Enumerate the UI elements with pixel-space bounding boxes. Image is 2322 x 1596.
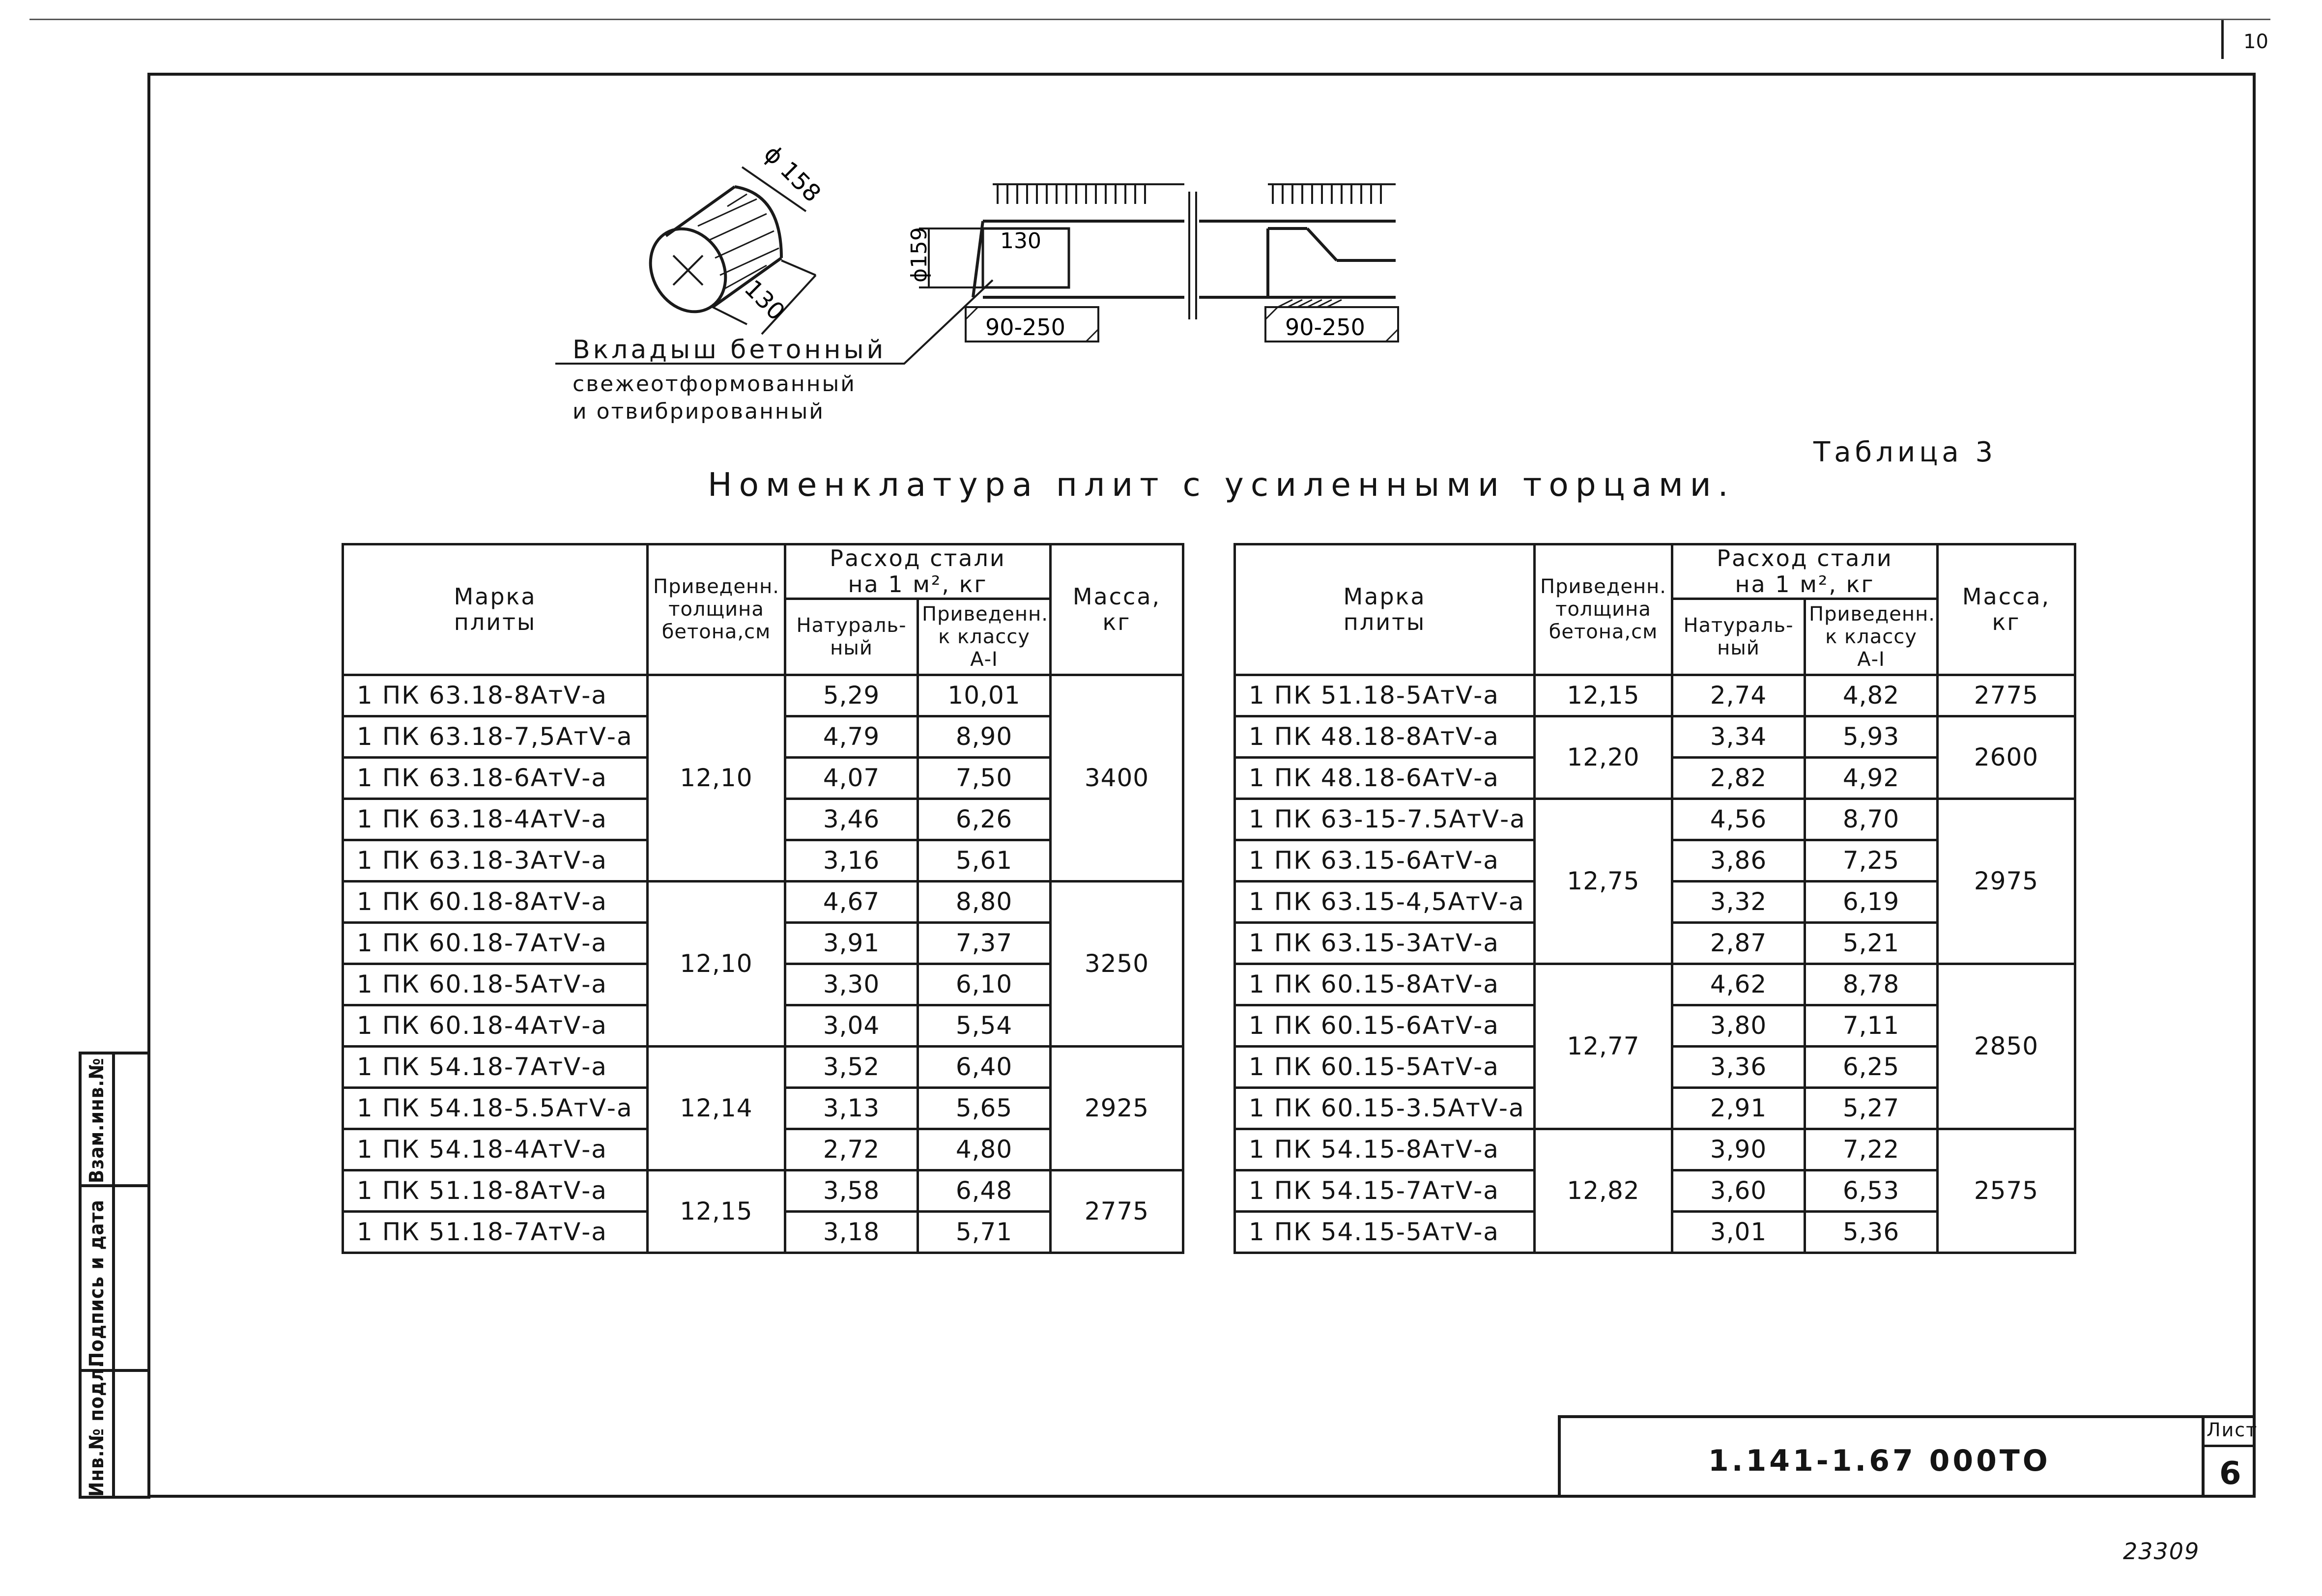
- steel-reduced: 6,26: [918, 798, 1051, 840]
- table-row-mark: 1 ПК 60.15-5АтⅤ-а: [1235, 1046, 1535, 1087]
- steel-reduced: 5,21: [1805, 922, 1938, 964]
- steel-reduced: 8,90: [918, 716, 1051, 757]
- corner-page-number: 10: [2243, 30, 2268, 53]
- header-steel: Расход стали на 1 м², кг: [785, 544, 1051, 599]
- sheet-divider: [2205, 1445, 2256, 1447]
- steel-reduced: 4,82: [1805, 675, 1938, 716]
- steel-natural: 3,13: [785, 1087, 918, 1129]
- steel-natural: 3,46: [785, 798, 918, 840]
- steel-reduced: 4,80: [918, 1129, 1051, 1170]
- steel-natural: 3,34: [1672, 716, 1805, 757]
- steel-reduced: 5,36: [1805, 1211, 1938, 1253]
- steel-reduced: 5,93: [1805, 716, 1938, 757]
- steel-reduced: 8,70: [1805, 798, 1938, 840]
- steel-reduced: 6,53: [1805, 1170, 1938, 1211]
- top-edge-line: [29, 19, 2270, 20]
- page-title: Номенклатура плит с усиленными торцами.: [708, 466, 1735, 504]
- header-thickness: Приведенн. толщина бетона,см: [648, 544, 785, 675]
- table-row-mark: 1 ПК 54.15-5АтⅤ-а: [1235, 1211, 1535, 1253]
- table-row-mark: 1 ПК 54.18-4АтⅤ-а: [343, 1129, 648, 1170]
- corner-divider: [2221, 20, 2224, 59]
- insert-diameter-label: ϕ 158: [758, 140, 827, 208]
- group-thickness: 12,15: [648, 1170, 785, 1253]
- steel-natural: 3,32: [1672, 881, 1805, 922]
- group-mass: 2575: [1938, 1129, 2075, 1253]
- steel-reduced: 5,61: [918, 840, 1051, 881]
- sheet-number: 6: [2219, 1455, 2241, 1492]
- table-row-mark: 1 ПК 63.18-7,5АтⅤ-а: [343, 716, 648, 757]
- table-row-mark: 1 ПК 60.15-3.5АтⅤ-а: [1235, 1087, 1535, 1129]
- side-signature-date: Подпись и дата: [86, 1199, 108, 1367]
- right-nomenclature-table: [1233, 543, 2076, 1254]
- sheet-box: [2202, 1418, 2256, 1498]
- header-mass: Масса, кг: [1051, 544, 1183, 675]
- steel-natural: 4,07: [785, 757, 918, 798]
- group-thickness: 12,10: [648, 675, 785, 881]
- steel-reduced: 5,71: [918, 1211, 1051, 1253]
- side-inv-original: Инв.№ подл.: [86, 1361, 108, 1497]
- table-row-mark: 1 ПК 63.15-6АтⅤ-а: [1235, 840, 1535, 881]
- table-number: Таблица 3: [1813, 436, 1997, 468]
- sheet-label: Лист: [2207, 1419, 2258, 1441]
- group-mass: 3250: [1051, 881, 1183, 1046]
- group-thickness: 12,15: [1535, 675, 1672, 716]
- steel-natural: 2,87: [1672, 922, 1805, 964]
- steel-natural: 3,80: [1672, 1005, 1805, 1046]
- support-right-label: 90-250: [1285, 314, 1365, 341]
- table-row-mark: 1 ПК 54.15-7АтⅤ-а: [1235, 1170, 1535, 1211]
- group-mass: 2850: [1938, 964, 2075, 1129]
- steel-natural: 3,16: [785, 840, 918, 881]
- group-mass: 2975: [1938, 798, 2075, 964]
- insert-caption: Вкладыш бетонный: [573, 335, 887, 365]
- group-mass: 2775: [1051, 1170, 1183, 1253]
- steel-natural: 3,01: [1672, 1211, 1805, 1253]
- header-reduced: Приведенн. к классу А-I: [1805, 598, 1938, 675]
- header-mark: Марка плиты: [1235, 544, 1535, 675]
- header-thickness: Приведенн. толщина бетона,см: [1535, 544, 1672, 675]
- table-row-mark: 1 ПК 63.18-8АтⅤ-а: [343, 675, 648, 716]
- steel-natural: 3,18: [785, 1211, 918, 1253]
- left-nomenclature-table: [342, 543, 1184, 1254]
- group-mass: 3400: [1051, 675, 1183, 881]
- group-thickness: 12,10: [648, 881, 785, 1046]
- steel-natural: 4,62: [1672, 964, 1805, 1005]
- table-row-mark: 1 ПК 48.18-8АтⅤ-а: [1235, 716, 1535, 757]
- table-row-mark: 1 ПК 60.18-8АтⅤ-а: [343, 881, 648, 922]
- steel-reduced: 5,65: [918, 1087, 1051, 1129]
- header-mark: Марка плиты: [343, 544, 648, 675]
- steel-natural: 4,67: [785, 881, 918, 922]
- section-diameter-label: ϕ159: [907, 227, 932, 283]
- steel-natural: 3,04: [785, 1005, 918, 1046]
- table-row-mark: 1 ПК 63.18-3АтⅤ-а: [343, 840, 648, 881]
- steel-reduced: 7,22: [1805, 1129, 1938, 1170]
- side-approval-strip: [79, 1052, 150, 1499]
- insert-caption-3: и отвибрированный: [573, 399, 825, 424]
- steel-reduced: 7,37: [918, 922, 1051, 964]
- header-mass: Масса, кг: [1938, 544, 2075, 675]
- steel-reduced: 6,48: [918, 1170, 1051, 1211]
- header-steel: Расход стали на 1 м², кг: [1672, 544, 1938, 599]
- group-mass: 2925: [1051, 1046, 1183, 1170]
- steel-natural: 3,60: [1672, 1170, 1805, 1211]
- table-row-mark: 1 ПК 63.15-3АтⅤ-а: [1235, 922, 1535, 964]
- steel-reduced: 8,80: [918, 881, 1051, 922]
- table-row-mark: 1 ПК 60.15-8АтⅤ-а: [1235, 964, 1535, 1005]
- table-row-mark: 1 ПК 51.18-8АтⅤ-а: [343, 1170, 648, 1211]
- group-thickness: 12,20: [1535, 716, 1672, 798]
- table-row-mark: 1 ПК 54.18-5.5АтⅤ-а: [343, 1087, 648, 1129]
- steel-reduced: 6,19: [1805, 881, 1938, 922]
- steel-natural: 3,91: [785, 922, 918, 964]
- steel-natural: 2,91: [1672, 1087, 1805, 1129]
- side-inv-replacement: Взам.инв.№: [86, 1057, 108, 1183]
- table-row-mark: 1 ПК 60.18-5АтⅤ-а: [343, 964, 648, 1005]
- steel-reduced: 7,50: [918, 757, 1051, 798]
- section-inner-label: 130: [1000, 228, 1041, 254]
- group-thickness: 12,14: [648, 1046, 785, 1170]
- group-mass: 2600: [1938, 716, 2075, 798]
- title-block-stamp: [1558, 1415, 2256, 1498]
- steel-reduced: 6,25: [1805, 1046, 1938, 1087]
- steel-natural: 5,29: [785, 675, 918, 716]
- insert-caption-2: свежеотформованный: [573, 371, 856, 397]
- support-left-label: 90-250: [985, 314, 1065, 341]
- steel-natural: 3,36: [1672, 1046, 1805, 1087]
- group-thickness: 12,82: [1535, 1129, 1672, 1253]
- steel-natural: 2,82: [1672, 757, 1805, 798]
- insert-length-label: 130: [739, 274, 790, 326]
- steel-reduced: 6,10: [918, 964, 1051, 1005]
- table-row-mark: 1 ПК 60.18-4АтⅤ-а: [343, 1005, 648, 1046]
- steel-natural: 3,52: [785, 1046, 918, 1087]
- steel-reduced: 7,25: [1805, 840, 1938, 881]
- table-row-mark: 1 ПК 63.15-4,5АтⅤ-а: [1235, 881, 1535, 922]
- steel-reduced: 10,01: [918, 675, 1051, 716]
- table-row-mark: 1 ПК 63.18-6АтⅤ-а: [343, 757, 648, 798]
- table-row-mark: 1 ПК 48.18-6АтⅤ-а: [1235, 757, 1535, 798]
- steel-natural: 2,72: [785, 1129, 918, 1170]
- header-natural: Натураль- ный: [785, 598, 918, 675]
- group-mass: 2775: [1938, 675, 2075, 716]
- document-code: 1.141-1.67 000ТО: [1708, 1444, 2051, 1478]
- steel-reduced: 4,92: [1805, 757, 1938, 798]
- steel-natural: 2,74: [1672, 675, 1805, 716]
- table-row-mark: 1 ПК 54.15-8АтⅤ-а: [1235, 1129, 1535, 1170]
- table-row-mark: 1 ПК 54.18-7АтⅤ-а: [343, 1046, 648, 1087]
- table-row-mark: 1 ПК 63.18-4АтⅤ-а: [343, 798, 648, 840]
- header-natural: Натураль- ный: [1672, 598, 1805, 675]
- steel-reduced: 6,40: [918, 1046, 1051, 1087]
- steel-reduced: 7,11: [1805, 1005, 1938, 1046]
- steel-reduced: 5,54: [918, 1005, 1051, 1046]
- steel-reduced: 8,78: [1805, 964, 1938, 1005]
- steel-natural: 3,30: [785, 964, 918, 1005]
- table-row-mark: 1 ПК 60.18-7АтⅤ-а: [343, 922, 648, 964]
- steel-natural: 3,86: [1672, 840, 1805, 881]
- steel-natural: 4,56: [1672, 798, 1805, 840]
- steel-natural: 4,79: [785, 716, 918, 757]
- table-row-mark: 1 ПК 51.18-5АтⅤ-а: [1235, 675, 1535, 716]
- archive-number: 23309: [2123, 1538, 2200, 1565]
- steel-natural: 3,58: [785, 1170, 918, 1211]
- table-row-mark: 1 ПК 60.15-6АтⅤ-а: [1235, 1005, 1535, 1046]
- group-thickness: 12,75: [1535, 798, 1672, 964]
- table-row-mark: 1 ПК 63-15-7.5АтⅤ-а: [1235, 798, 1535, 840]
- header-reduced: Приведенн. к классу А-I: [918, 598, 1051, 675]
- group-thickness: 12,77: [1535, 964, 1672, 1129]
- table-row-mark: 1 ПК 51.18-7АтⅤ-а: [343, 1211, 648, 1253]
- steel-reduced: 5,27: [1805, 1087, 1938, 1129]
- steel-natural: 3,90: [1672, 1129, 1805, 1170]
